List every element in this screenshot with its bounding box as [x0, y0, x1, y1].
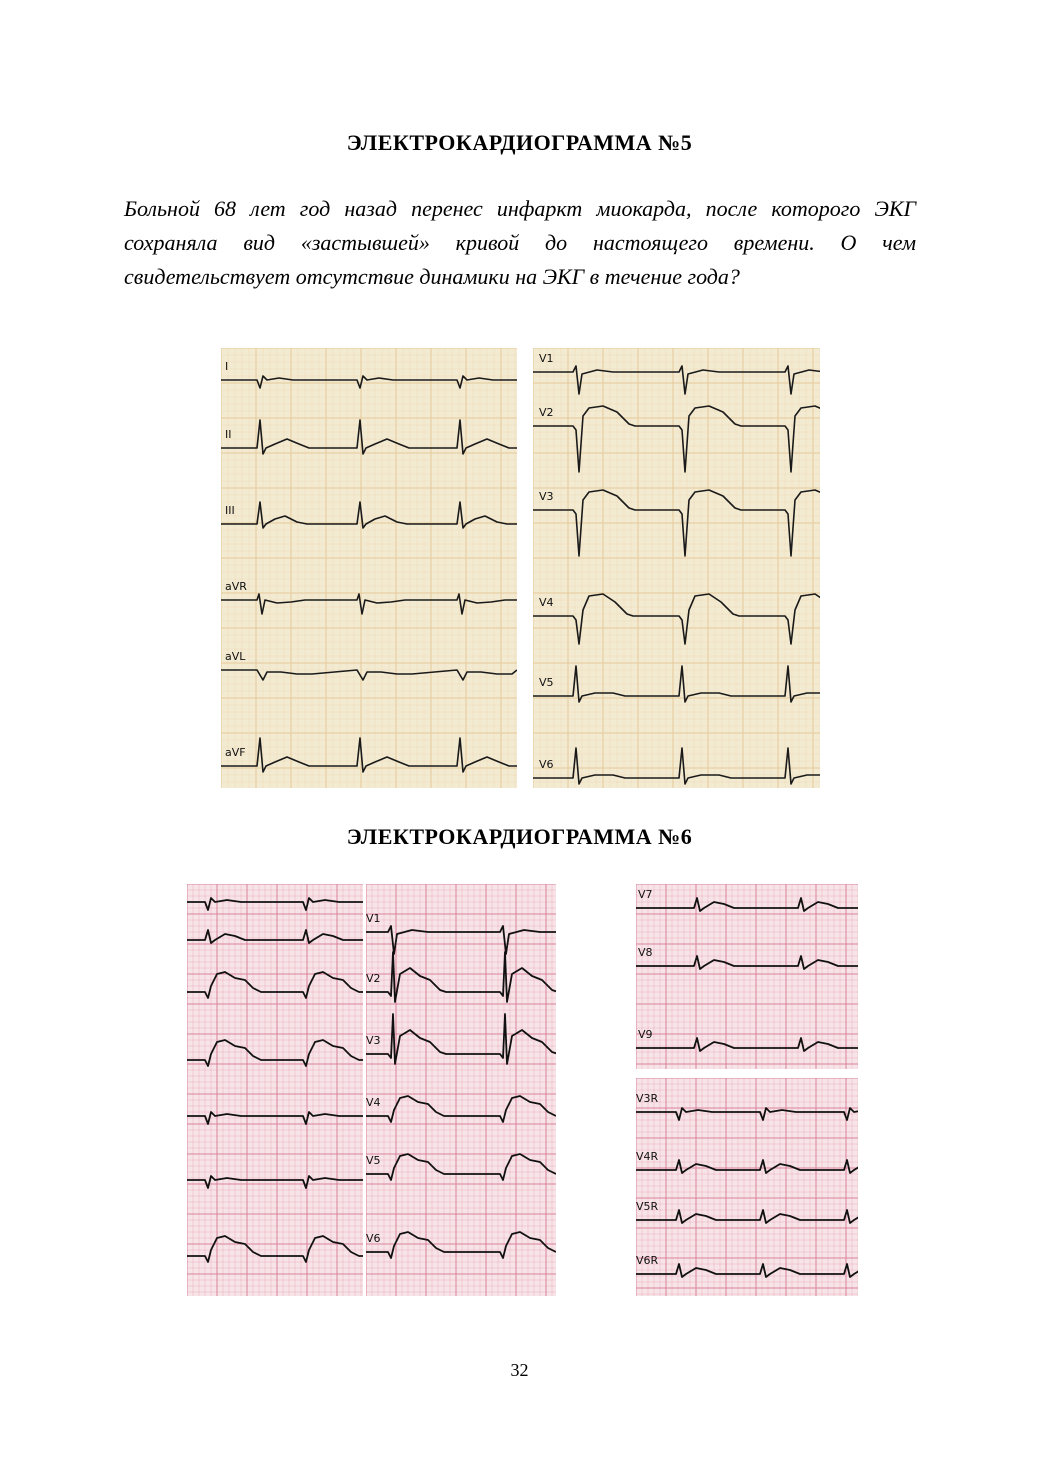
- ecg6-right-chest-leads-strip: [636, 1078, 858, 1296]
- lead-label-v4: V4: [366, 1096, 381, 1109]
- ecg6-posterior-leads-strip: [636, 884, 858, 1069]
- ecg6-title: ЭЛЕКТРОКАРДИОГРАММА №6: [346, 824, 693, 849]
- lead-label-v2: V2: [539, 406, 554, 419]
- lead-label-v9: V9: [638, 1028, 653, 1041]
- lead-label-avf: aVF: [225, 746, 246, 759]
- ecg6-limb-leads-strip: [187, 884, 363, 1296]
- ecg5-limb-leads-strip: [221, 348, 517, 788]
- lead-label-v3: V3: [366, 1034, 381, 1047]
- lead-label-v3r: V3R: [636, 1092, 659, 1105]
- page-number: 32: [510, 1360, 529, 1380]
- lead-label-v6: V6: [366, 1232, 381, 1245]
- lead-label-iii: III: [225, 504, 235, 517]
- lead-label-v5r: V5R: [636, 1200, 659, 1213]
- ecg5-title: ЭЛЕКТРОКАРДИОГРАММА №5: [346, 130, 693, 155]
- lead-label-v5: V5: [366, 1154, 381, 1167]
- lead-label-v6: V6: [539, 758, 554, 771]
- lead-label-avl: aVL: [225, 650, 246, 663]
- lead-label-v4: V4: [539, 596, 554, 609]
- lead-label-v3: V3: [539, 490, 554, 503]
- lead-label-v6r: V6R: [636, 1254, 659, 1267]
- lead-label-v7: V7: [638, 888, 653, 901]
- ecg5-chest-leads-strip: [533, 348, 820, 788]
- lead-label-v8: V8: [638, 946, 653, 959]
- lead-label-v4r: V4R: [636, 1150, 659, 1163]
- lead-label-v1: V1: [539, 352, 554, 365]
- lead-label-i: I: [225, 360, 229, 373]
- ecg6-chest-leads-strip: [366, 884, 556, 1296]
- lead-label-v1: V1: [366, 912, 381, 925]
- lead-label-v2: V2: [366, 972, 381, 985]
- lead-label-v5: V5: [539, 676, 554, 689]
- lead-label-ii: II: [225, 428, 232, 441]
- ecg5-question: Больной 68 лет год назад перенес инфаркт миокарда, после которого ЭКГ сохраняла вид «застывшей» кривой до настоящего времени. О чем свидетельствует отсутствие динамики на ЭКГ в течение года?: [124, 196, 916, 289]
- lead-label-avr: aVR: [225, 580, 247, 593]
